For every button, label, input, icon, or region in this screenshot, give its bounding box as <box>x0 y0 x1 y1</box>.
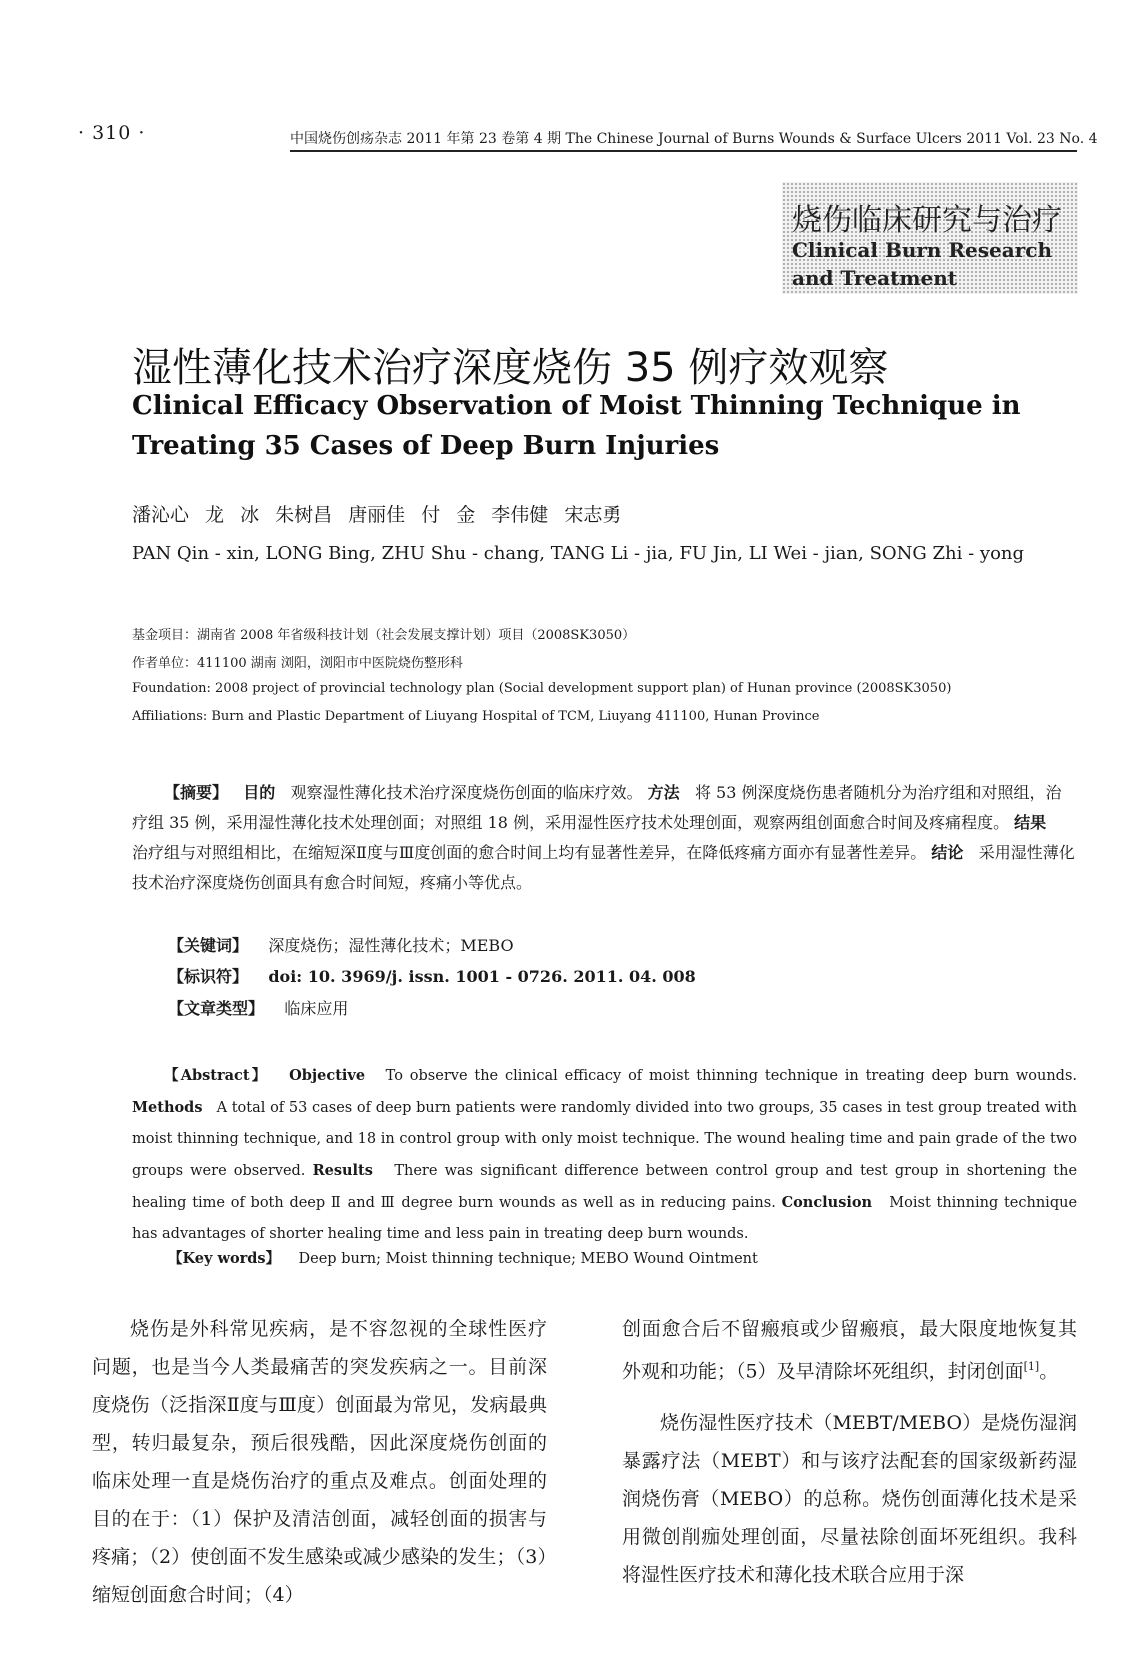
page-number: · 310 · <box>78 122 146 144</box>
article-type-value: 临床应用 <box>284 999 349 1018</box>
abstract-en-label: 【Abstract】 <box>164 1067 269 1084</box>
body-paragraph: 烧伤湿性医疗技术（MEBT/MEBO）是烧伤湿润暴露疗法（MEBT）和与该疗法配套的国家级新药湿润烧伤膏（MEBO）的总称。烧伤创面薄化技术是采用微创削痂处理创面，尽量祛除创面坏死组织。我科将湿性医疗技术和薄化技术联合应用于深 <box>622 1412 1077 1587</box>
results-cn: 治疗组与对照组相比，在缩短深Ⅱ度与Ⅲ度创面的愈合时间上均有显著性差异，在降低疼痛方面亦有显著性差异。 <box>132 843 927 862</box>
body-column-left <box>92 1310 547 1614</box>
article-title-en: Clinical Efficacy Observation of Moist Thinning Technique in Treating 35 Cases of Deep Burn Injuries <box>132 391 1021 461</box>
methods-label-cn: 方法 <box>647 783 680 802</box>
keywords-en-value: Deep burn; Moist thinning technique; MEBO Wound Ointment <box>298 1251 758 1267</box>
objective-cn: 观察湿性薄化技术治疗深度烧伤创面的临床疗效。 <box>290 783 643 802</box>
identifier-label: 【标识符】 <box>168 967 249 986</box>
objective-en: To observe the clinical efficacy of moist thinning technique in treating deep burn wounds. <box>385 1068 1078 1084</box>
objective-label-cn: 目的 <box>243 783 276 802</box>
results-label-en: Results <box>312 1162 373 1179</box>
body-text: 创面愈合后不留瘢痕或少留瘢痕，最大限度地恢复其外观和功能；（5）及早清除坏死组织，封闭创面 <box>622 1318 1077 1383</box>
methods-cn: 将 53 例深度烧伤患者随机分为治疗组和对照组，治疗组 35 例，采用湿性薄化技术处理创面；对照组 18 例，采用湿性医疗技术处理创面，观察两组创面愈合时间及疼痛程度。 <box>132 783 1062 832</box>
affiliation-cn: 作者单位：411100 湖南 浏阳，浏阳市中医院烧伤整形科 <box>132 656 463 671</box>
article-type <box>168 996 348 1019</box>
identifier-value: doi: 10. 3969/j. issn. 1001 - 0726. 2011. 04. 008 <box>268 967 696 986</box>
affiliation-en: Affiliations: Burn and Plastic Department of Liuyang Hospital of TCM, Liuyang 411100, Hunan Province <box>132 709 820 724</box>
section-title-en: Clinical Burn Research and Treatment <box>792 238 1052 290</box>
foundation-en: Foundation: 2008 project of provincial technology plan (Social development support plan) of Hunan province (2008SK3050) <box>132 681 952 696</box>
abstract-cn <box>132 778 1077 898</box>
abstract-en <box>132 1060 1077 1250</box>
body-text-end: 。 <box>1039 1360 1059 1383</box>
running-head: 中国烧伤创疡杂志 2011 年第 23 卷第 4 期 The Chinese Journal of Burns Wounds & Surface Ulcers 2011 Vol. 23 No. 4 <box>290 131 1098 147</box>
results-en: There was significant difference between control group and test group in shortening the healing time of both deep Ⅱ and Ⅲ degree burn wounds as well as in reducing pains. <box>132 1163 1078 1211</box>
identifier <box>168 964 696 987</box>
abstract-cn-label: 【摘要】 <box>164 783 229 802</box>
body-paragraph <box>622 1310 1077 1390</box>
body-paragraph: 烧伤是外科常见疾病，是不容忽视的全球性医疗问题，也是当今人类最痛苦的突发疾病之一。目前深度烧伤（泛指深Ⅱ度与Ⅲ度）创面最为常见，发病最典型，转归最复杂，预后很残酷，因此深度烧伤创面的临床处理一直是烧伤治疗的重点及难点。创面处理的目的在于：（1）保护及清洁创面，减轻创面的损害与疼痛；（2）使创面不发生感染或减少感染的发生；（3）缩短创面愈合时间；（4） <box>92 1318 547 1606</box>
objective-label-en: Objective <box>289 1067 366 1084</box>
article-type-label: 【文章类型】 <box>168 999 265 1018</box>
authors-en: PAN Qin - xin, LONG Bing, ZHU Shu - chang, TANG Li - jia, FU Jin, LI Wei - jian, SONG Zhi - yong <box>132 543 1025 564</box>
body-column-right <box>622 1310 1077 1594</box>
methods-label-en: Methods <box>132 1099 203 1116</box>
keywords-cn <box>168 933 514 956</box>
authors-cn: 潘沁心 龙 冰 朱树昌 唐丽佳 付 金 李伟健 宋志勇 <box>132 504 622 526</box>
article-title-cn: 湿性薄化技术治疗深度烧伤 35 例疗效观察 <box>132 345 889 391</box>
conclusion-en: Moist thinning technique has advantages of shorter healing time and less pain in treating deep burn wounds. <box>132 1195 1078 1242</box>
foundation-cn: 基金项目：湖南省 2008 年省级科技计划（社会发展支撑计划）项目（2008SK3050） <box>132 628 636 643</box>
section-title-cn: 烧伤临床研究与治疗 <box>792 203 1062 238</box>
keywords-cn-value: 深度烧伤；湿性薄化技术；MEBO <box>268 936 514 955</box>
conclusion-cn: 采用湿性薄化技术治疗深度烧伤创面具有愈合时间短，疼痛小等优点。 <box>132 843 1075 892</box>
methods-en: A total of 53 cases of deep burn patients were randomly divided into two groups, 35 cases in test group treated with moist thinning technique, and 18 in control group with only moist technique. The wound healing time and pain grade of the two groups were observed. <box>132 1100 1077 1179</box>
header-rule <box>290 150 1077 152</box>
results-label-cn: 结果 <box>1014 813 1047 832</box>
conclusion-label-en: Conclusion <box>781 1194 873 1211</box>
keywords-en <box>168 1247 758 1268</box>
keywords-en-label: 【Key words】 <box>168 1250 281 1267</box>
conclusion-label-cn: 结论 <box>931 843 964 862</box>
citation-ref: [1] <box>1023 1360 1040 1373</box>
keywords-cn-label: 【关键词】 <box>168 936 249 955</box>
